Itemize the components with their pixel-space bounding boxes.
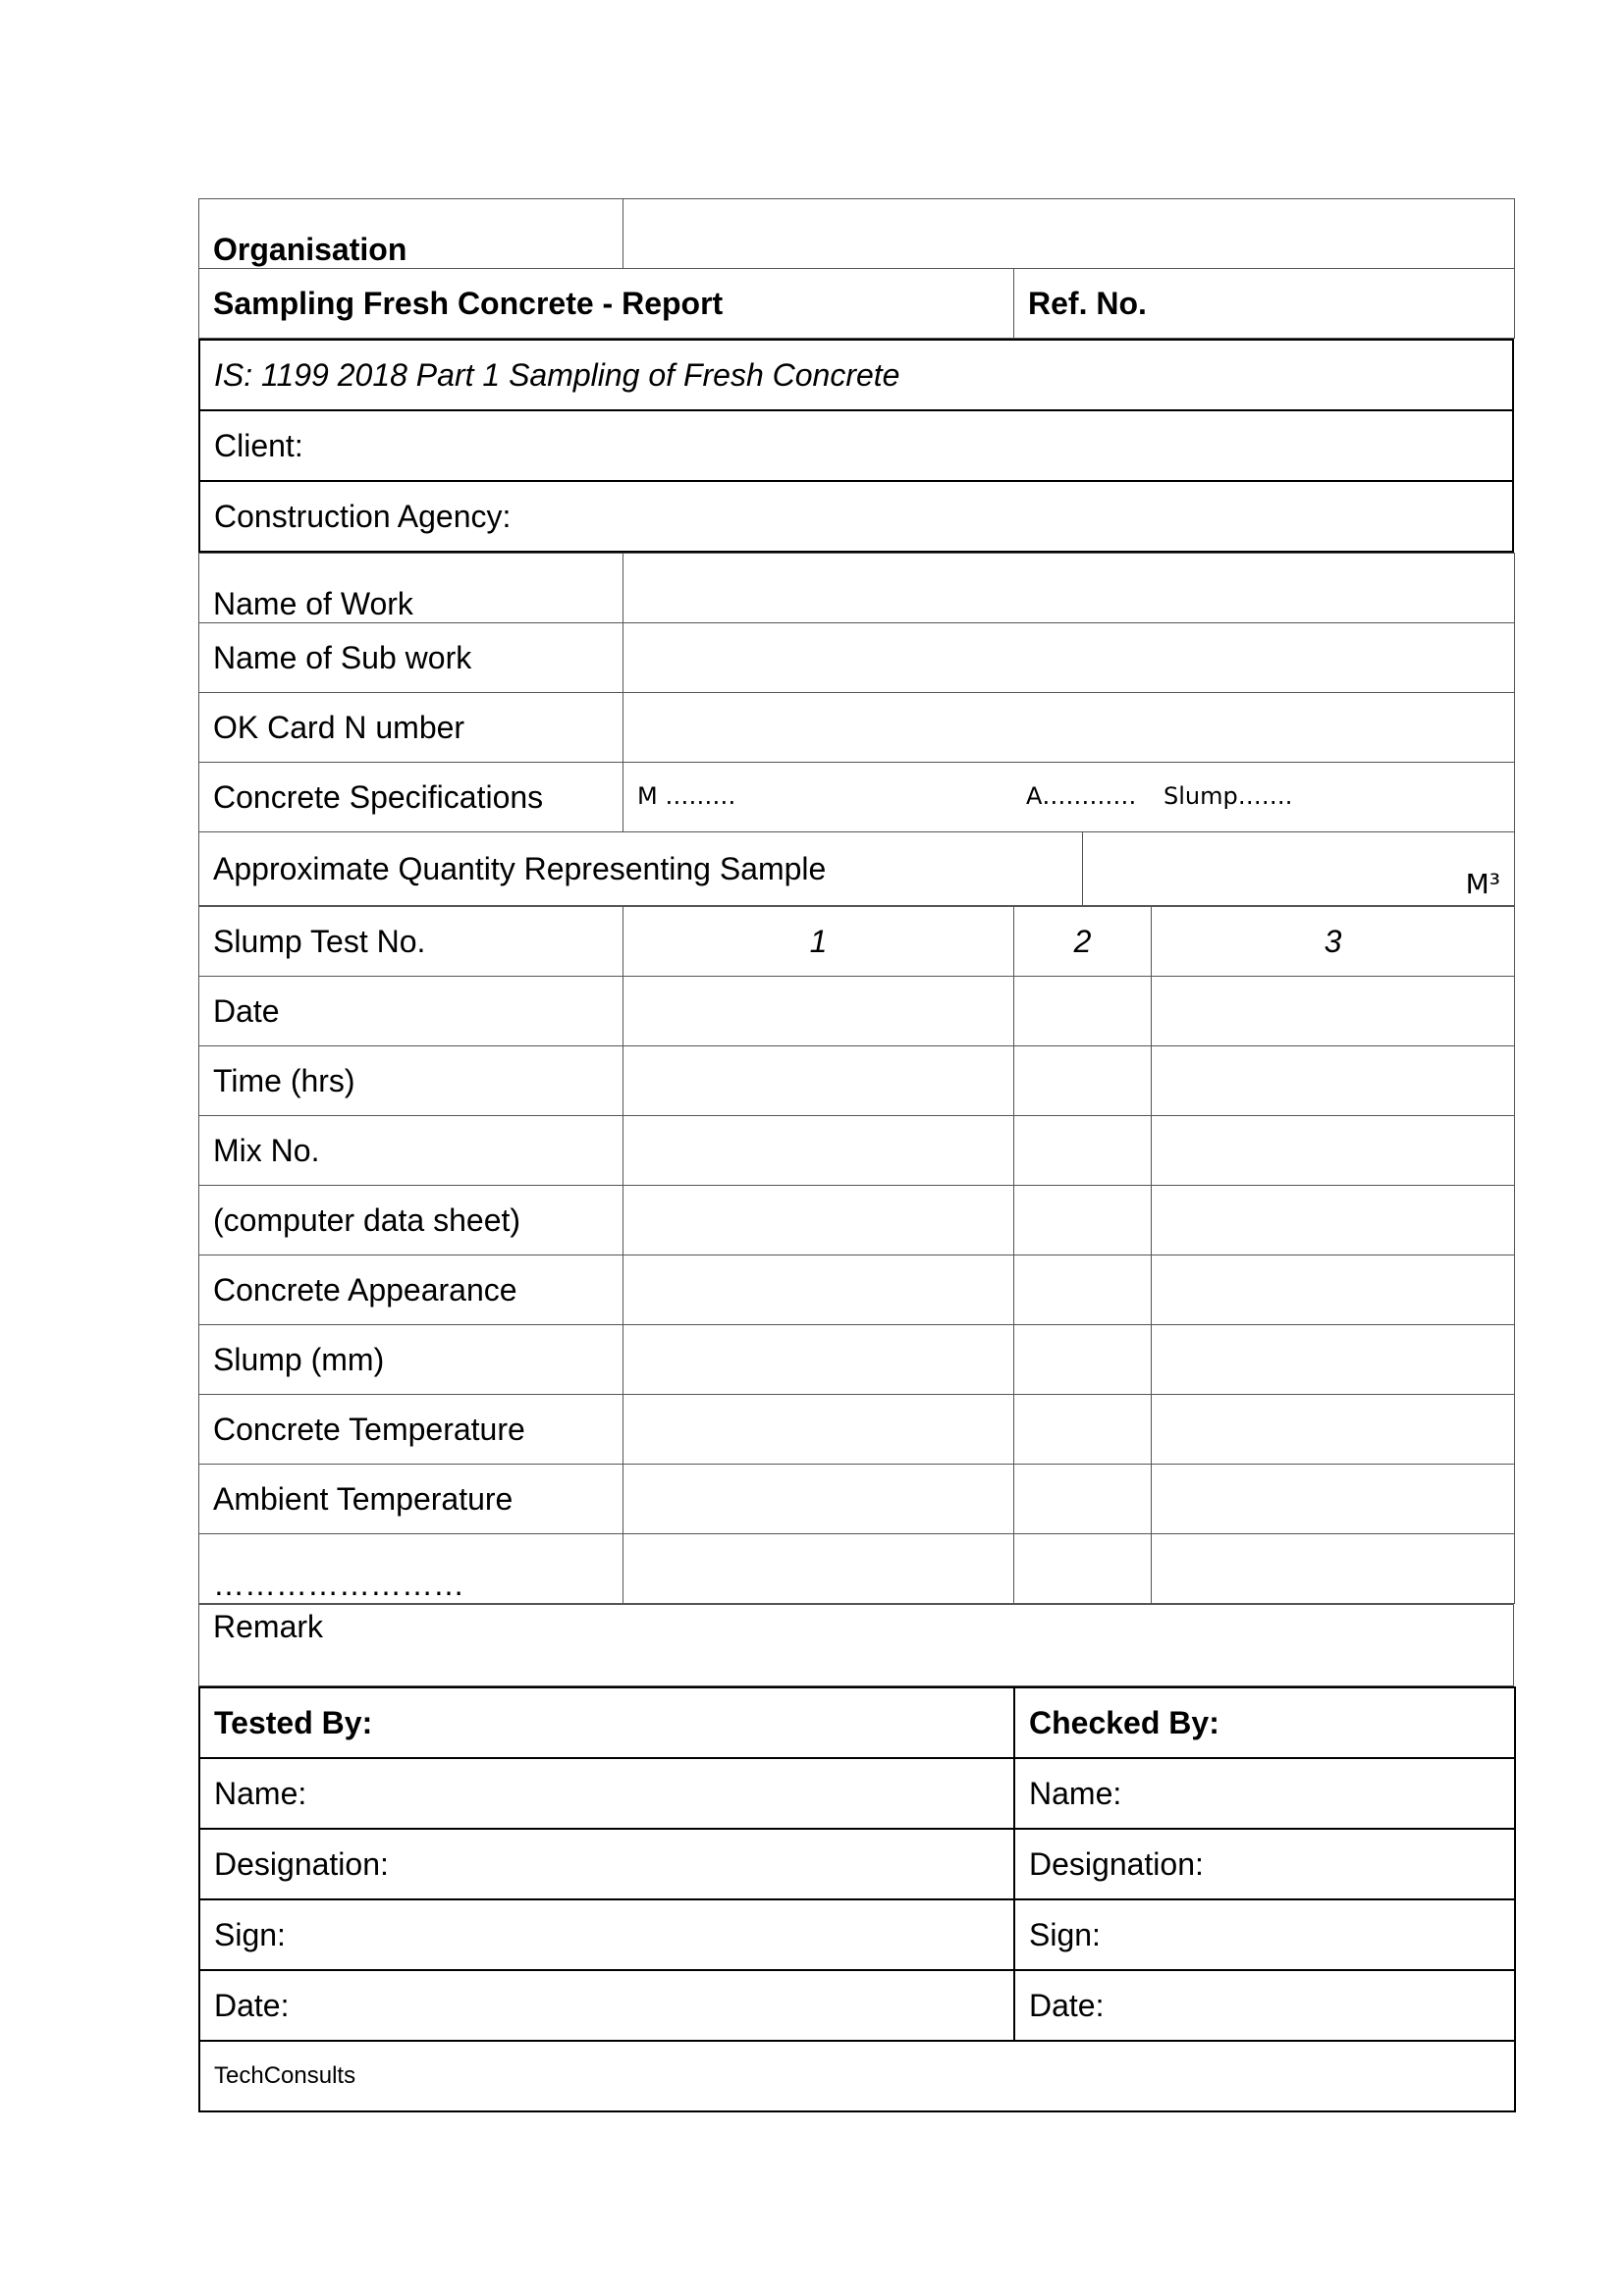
quantity-label: Approximate Quantity Representing Sample [199,832,1083,906]
client-table [198,339,1514,553]
test-cell[interactable] [1152,1465,1515,1534]
checked-designation-label: Designation: [1029,1845,1204,1882]
ref-no-field[interactable] [1014,269,1515,339]
row-label: …………………… [199,1534,623,1604]
tested-designation-field[interactable] [199,1829,1014,1899]
checked-date-label: Date: [1029,1987,1105,2023]
ok-card-number-label: OK Card N umber [199,693,623,763]
table-row [199,1395,1515,1465]
report-form [198,198,1514,2112]
test-cell[interactable] [1014,1325,1152,1395]
table-row [199,1116,1515,1186]
quantity-field[interactable] [1083,832,1515,906]
test-cell[interactable] [1014,1116,1152,1186]
header-table [198,198,1515,339]
name-of-work-field[interactable] [623,554,1515,623]
test-cell[interactable] [623,1534,1014,1604]
test-cell[interactable] [623,1255,1014,1325]
slump-test-no-label: Slump Test No. [199,907,623,977]
tested-name-field[interactable] [199,1758,1014,1829]
ok-card-number-field[interactable] [623,693,1515,763]
checked-sign-label: Sign: [1029,1916,1101,1952]
tested-sign-field[interactable] [199,1899,1014,1970]
test-cell[interactable] [1152,1534,1515,1604]
table-row [199,1046,1515,1116]
test-cell[interactable] [1014,1186,1152,1255]
test-header-row [199,907,1515,977]
test-cell[interactable] [623,1116,1014,1186]
tested-date-label: Date: [214,1987,290,2023]
checked-name-label: Name: [1029,1775,1122,1811]
quantity-unit: M³ [1465,868,1500,900]
title-row [199,269,1515,339]
test-cell[interactable] [623,977,1014,1046]
test-cell[interactable] [1152,977,1515,1046]
tested-by-label: Tested By: [199,1687,1014,1758]
test-cell[interactable] [1152,1046,1515,1116]
row-label: Concrete Appearance [199,1255,623,1325]
agency-field[interactable] [199,481,1513,552]
tested-date-field[interactable] [199,1970,1014,2041]
test-cell[interactable] [1014,1534,1152,1604]
test-col-1: 1 [623,907,1014,977]
ref-no-label: Ref. No. [1028,285,1147,321]
table-row [199,1325,1515,1395]
organisation-field[interactable] [623,199,1515,269]
slump-test-table [198,906,1515,1604]
name-of-sub-work-label: Name of Sub work [199,623,623,693]
standard-reference: IS: 1199 2018 Part 1 Sampling of Fresh Concrete [199,340,1513,410]
name-of-sub-work-field[interactable] [623,623,1515,693]
test-cell[interactable] [623,1465,1014,1534]
report-title: Sampling Fresh Concrete - Report [199,269,1014,339]
spec-a: A………… [1026,782,1137,810]
row-label: Concrete Temperature [199,1395,623,1465]
test-col-2: 2 [1014,907,1152,977]
test-cell[interactable] [623,1046,1014,1116]
checked-sign-field[interactable] [1014,1899,1515,1970]
checked-date-field[interactable] [1014,1970,1515,2041]
signoff-table [198,1686,1516,2112]
test-cell[interactable] [1014,1255,1152,1325]
client-field[interactable] [199,410,1513,481]
test-cell[interactable] [1152,1186,1515,1255]
row-label: Date [199,977,623,1046]
checked-name-field[interactable] [1014,1758,1515,1829]
checked-designation-field[interactable] [1014,1829,1515,1899]
concrete-specs-field[interactable] [623,763,1515,832]
table-row [199,1186,1515,1255]
tested-name-label: Name: [214,1775,307,1811]
test-cell[interactable] [1152,1255,1515,1325]
test-cell[interactable] [1014,977,1152,1046]
checked-by-label: Checked By: [1014,1687,1515,1758]
organisation-row [199,199,1515,269]
client-label: Client: [214,427,303,463]
test-cell[interactable] [623,1395,1014,1465]
remark-label: Remark [213,1609,324,1644]
remark-field[interactable] [199,1605,1514,1686]
concrete-specs-label: Concrete Specifications [199,763,623,832]
table-row [199,1534,1515,1604]
test-cell[interactable] [1014,1395,1152,1465]
test-cell[interactable] [1152,1116,1515,1186]
table-row [199,1255,1515,1325]
test-cell[interactable] [1152,1325,1515,1395]
test-cell[interactable] [1014,1465,1152,1534]
work-table [198,553,1515,906]
test-col-3: 3 [1152,907,1515,977]
organisation-label: Organisation [199,199,623,269]
row-label: Ambient Temperature [199,1465,623,1534]
tested-sign-label: Sign: [214,1916,286,1952]
name-of-work-label: Name of Work [199,554,623,623]
tested-designation-label: Designation: [214,1845,389,1882]
footer-company: TechConsults [199,2041,1515,2111]
agency-label: Construction Agency: [214,498,512,534]
row-label: Time (hrs) [199,1046,623,1116]
table-row [199,977,1515,1046]
row-label: Mix No. [199,1116,623,1186]
spec-m: M ……… [637,782,736,810]
test-cell[interactable] [1152,1395,1515,1465]
row-label: (computer data sheet) [199,1186,623,1255]
test-cell[interactable] [623,1325,1014,1395]
test-cell[interactable] [1014,1046,1152,1116]
table-row [199,1465,1515,1534]
row-label: Slump (mm) [199,1325,623,1395]
test-cell[interactable] [623,1186,1014,1255]
remark-table [198,1604,1514,1686]
spec-slump: Slump……. [1164,782,1293,810]
